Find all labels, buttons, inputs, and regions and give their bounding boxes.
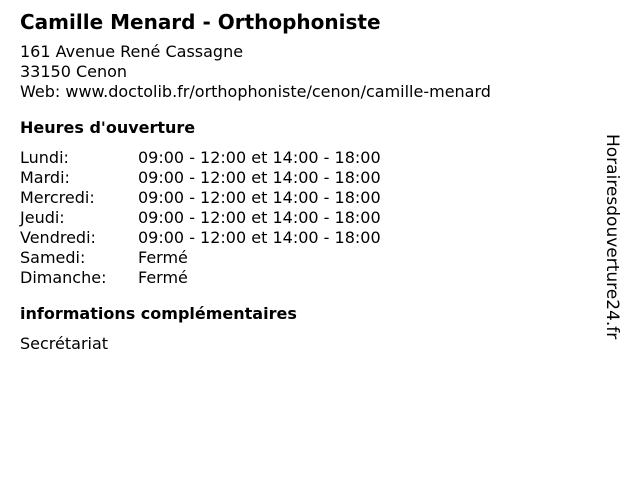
day-hours: 09:00 - 12:00 et 14:00 - 18:00	[138, 228, 381, 247]
hours-row-mercredi	[20, 188, 600, 208]
address-block	[20, 42, 600, 102]
hours-row-jeudi	[20, 208, 600, 228]
day-hours: 09:00 - 12:00 et 14:00 - 18:00	[138, 208, 381, 227]
day-hours: Fermé	[138, 248, 188, 267]
day-label: Mercredi:	[20, 188, 95, 207]
info-text: Secrétariat	[20, 334, 109, 353]
hours-heading: Heures d'ouverture	[20, 118, 196, 137]
hours-row-dimanche	[20, 268, 600, 288]
day-label: Jeudi:	[20, 208, 65, 227]
business-card	[20, 8, 600, 354]
day-label: Dimanche:	[20, 268, 107, 287]
day-hours: 09:00 - 12:00 et 14:00 - 18:00	[138, 188, 381, 207]
day-hours: 09:00 - 12:00 et 14:00 - 18:00	[138, 168, 381, 187]
day-hours: Fermé	[138, 268, 188, 287]
day-label: Lundi:	[20, 148, 69, 167]
hours-row-vendredi	[20, 228, 600, 248]
info-heading: informations complémentaires	[20, 304, 297, 323]
hours-row-mardi	[20, 168, 600, 188]
hours-table	[20, 148, 600, 288]
day-hours: 09:00 - 12:00 et 14:00 - 18:00	[138, 148, 381, 167]
hours-row-lundi	[20, 148, 600, 168]
page-title: Camille Menard - Orthophoniste	[20, 10, 381, 34]
day-label: Samedi:	[20, 248, 86, 267]
day-label: Vendredi:	[20, 228, 96, 247]
brand-watermark: Horairesdouverture24.fr	[602, 134, 622, 340]
street-address: 161 Avenue René Cassagne	[20, 42, 244, 61]
hours-row-samedi	[20, 248, 600, 268]
website-line: Web: www.doctolib.fr/orthophoniste/cenon/camille-menard	[20, 82, 491, 101]
day-label: Mardi:	[20, 168, 70, 187]
city-postcode: 33150 Cenon	[20, 62, 128, 81]
